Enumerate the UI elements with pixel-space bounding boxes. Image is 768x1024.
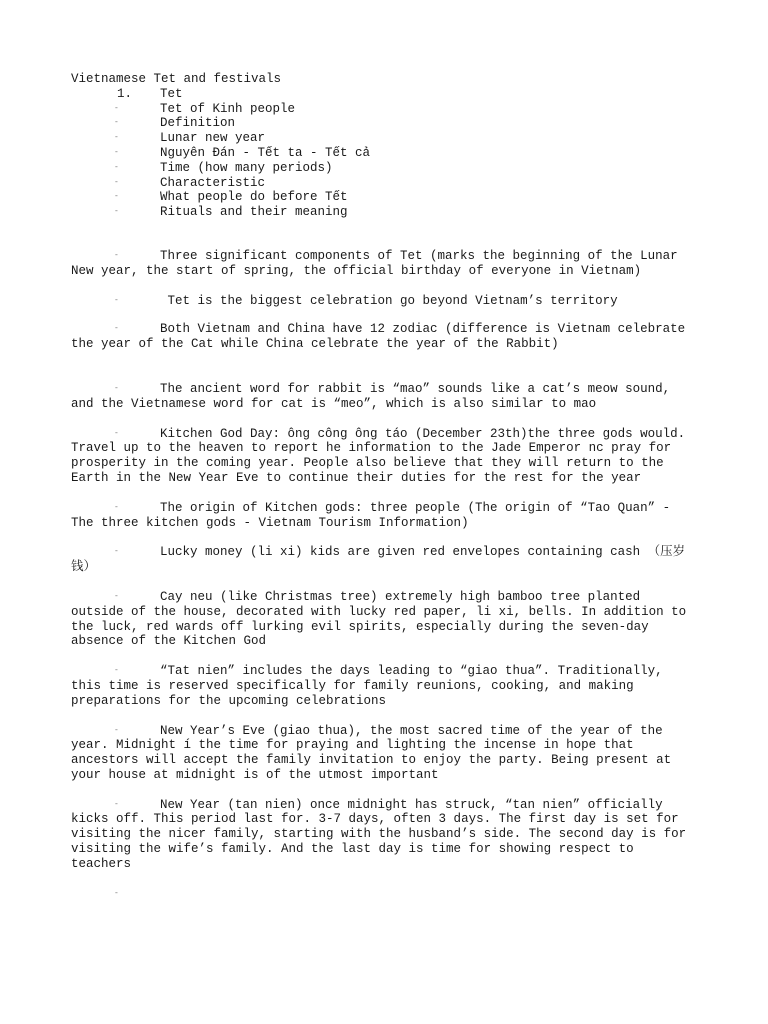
- bullet-icon: -: [114, 192, 119, 202]
- paragraph-text: New Year (tan nien) once midnight has struck, “tan nien” officially kicks off. This period last for. 3-7 days, often 3 days. The first day is set for visiting the nicer family, starting with the husband’s side. The second day is for visiting the wife’s family. And the last day is time for showing respect to teachers: [71, 797, 687, 871]
- outline-text: Time (how many periods): [160, 160, 333, 175]
- bullet-icon: -: [114, 888, 119, 898]
- bullet-icon: -: [114, 799, 119, 809]
- paragraph: [71, 724, 691, 783]
- paragraph: [71, 427, 691, 486]
- outline-text: Characteristic: [160, 175, 266, 190]
- paragraph-text: The ancient word for rabbit is “mao” sounds like a cat’s meow sound, and the Vietnamese word for cat is “meo”, which is also similar to mao: [71, 381, 671, 411]
- paragraph-text: Lucky money (li xi) kids are given red envelopes containing cash （压岁钱）: [71, 545, 686, 575]
- paragraph: [71, 382, 691, 412]
- document-page: [71, 72, 691, 898]
- bullet-icon: -: [114, 591, 119, 601]
- bullet-icon: -: [114, 725, 119, 735]
- paragraph-text: Kitchen God Day: ông công ông táo (December 23th)the three gods would. Travel up to the heaven to report he information to the Jade Emperor nc pray for prosperity in the coming year. People also believe that they will return to the Earth in the New Year Eve to continue their duties for the rest for the year: [71, 426, 686, 485]
- bullet-icon: -: [114, 207, 119, 217]
- paragraph-text: “Tat nien” includes the days leading to “giao thua”. Traditionally, this time is reserved specifically for family reunions, cooking, and making preparations for the upcoming celebrations: [71, 664, 663, 708]
- outline-text: Definition: [160, 116, 236, 131]
- paragraph: [71, 249, 691, 279]
- outline-text: What people do before Tết: [160, 190, 348, 205]
- bullet-icon: -: [114, 324, 119, 334]
- bullet-icon: -: [114, 103, 119, 113]
- paragraph: [71, 545, 691, 575]
- bullet-icon: -: [114, 383, 119, 393]
- paragraph-text: Tet is the biggest celebration go beyond Vietnam’s territory: [160, 293, 618, 308]
- bullet-icon: -: [114, 502, 119, 512]
- bullet-icon: -: [114, 295, 119, 305]
- outline-item: [71, 131, 691, 146]
- outline-item: [71, 102, 691, 117]
- paragraph-text: The origin of Kitchen gods: three people (The origin of “Tao Quan” - The three kitchen gods - Vietnam Tourism Information): [71, 500, 671, 530]
- outline-item: [71, 146, 691, 161]
- outline-text: Tet: [160, 86, 183, 101]
- bullet-icon: -: [114, 547, 119, 557]
- document-title: Vietnamese Tet and festivals: [71, 72, 282, 86]
- outline-text: Tet of Kinh people: [160, 101, 296, 116]
- bullet-icon: -: [114, 147, 119, 157]
- paragraph: [71, 294, 691, 309]
- paragraph: [71, 501, 691, 531]
- bullet-icon: -: [114, 133, 119, 143]
- topic-outline: [71, 87, 691, 220]
- paragraph-text: New Year’s Eve (giao thua), the most sacred time of the year of the year. Midnight í the time for praying and lighting the incense in hope that ancestors will accept the family invitation to enjoy the party. Being present at your house at midnight is of the utmost important: [71, 723, 672, 782]
- bullet-icon: -: [114, 250, 119, 260]
- bullet-icon: -: [114, 162, 119, 172]
- outline-text: Lunar new year: [160, 131, 266, 146]
- outline-item: [71, 87, 691, 102]
- paragraph-text: Cay neu (like Christmas tree) extremely high bamboo tree planted outside of the house, decorated with lucky red paper, li xi, bells. In addition to the luck, red wards off lurking evil spirits, especially during the seven-day absence of the Kitchen God: [71, 589, 687, 649]
- outline-item: [71, 161, 691, 176]
- outline-item: [71, 116, 691, 131]
- outline-text: Nguyên Đán - Tết ta - Tết cả: [160, 145, 371, 160]
- bullet-icon: -: [114, 177, 119, 187]
- outline-item: [71, 205, 691, 220]
- paragraph: [71, 798, 691, 872]
- bullet-icon: -: [114, 666, 119, 676]
- paragraph: [71, 664, 691, 708]
- bullet-icon: -: [114, 118, 119, 128]
- paragraph: [71, 322, 691, 352]
- paragraph-text: Both Vietnam and China have 12 zodiac (difference is Vietnam celebrate the year of the Cat while China celebrate the year of the Rabbit): [71, 322, 686, 352]
- outline-item: [71, 190, 691, 205]
- paragraph: [71, 590, 691, 649]
- paragraph-text: Three significant components of Tet (marks the beginning of the Lunar New year, the start of spring, the official birthday of everyone in Vietnam): [71, 248, 678, 278]
- list-number: 1.: [117, 86, 133, 101]
- bullet-icon: -: [114, 428, 119, 438]
- outline-item: [71, 176, 691, 191]
- outline-text: Rituals and their meaning: [160, 205, 348, 220]
